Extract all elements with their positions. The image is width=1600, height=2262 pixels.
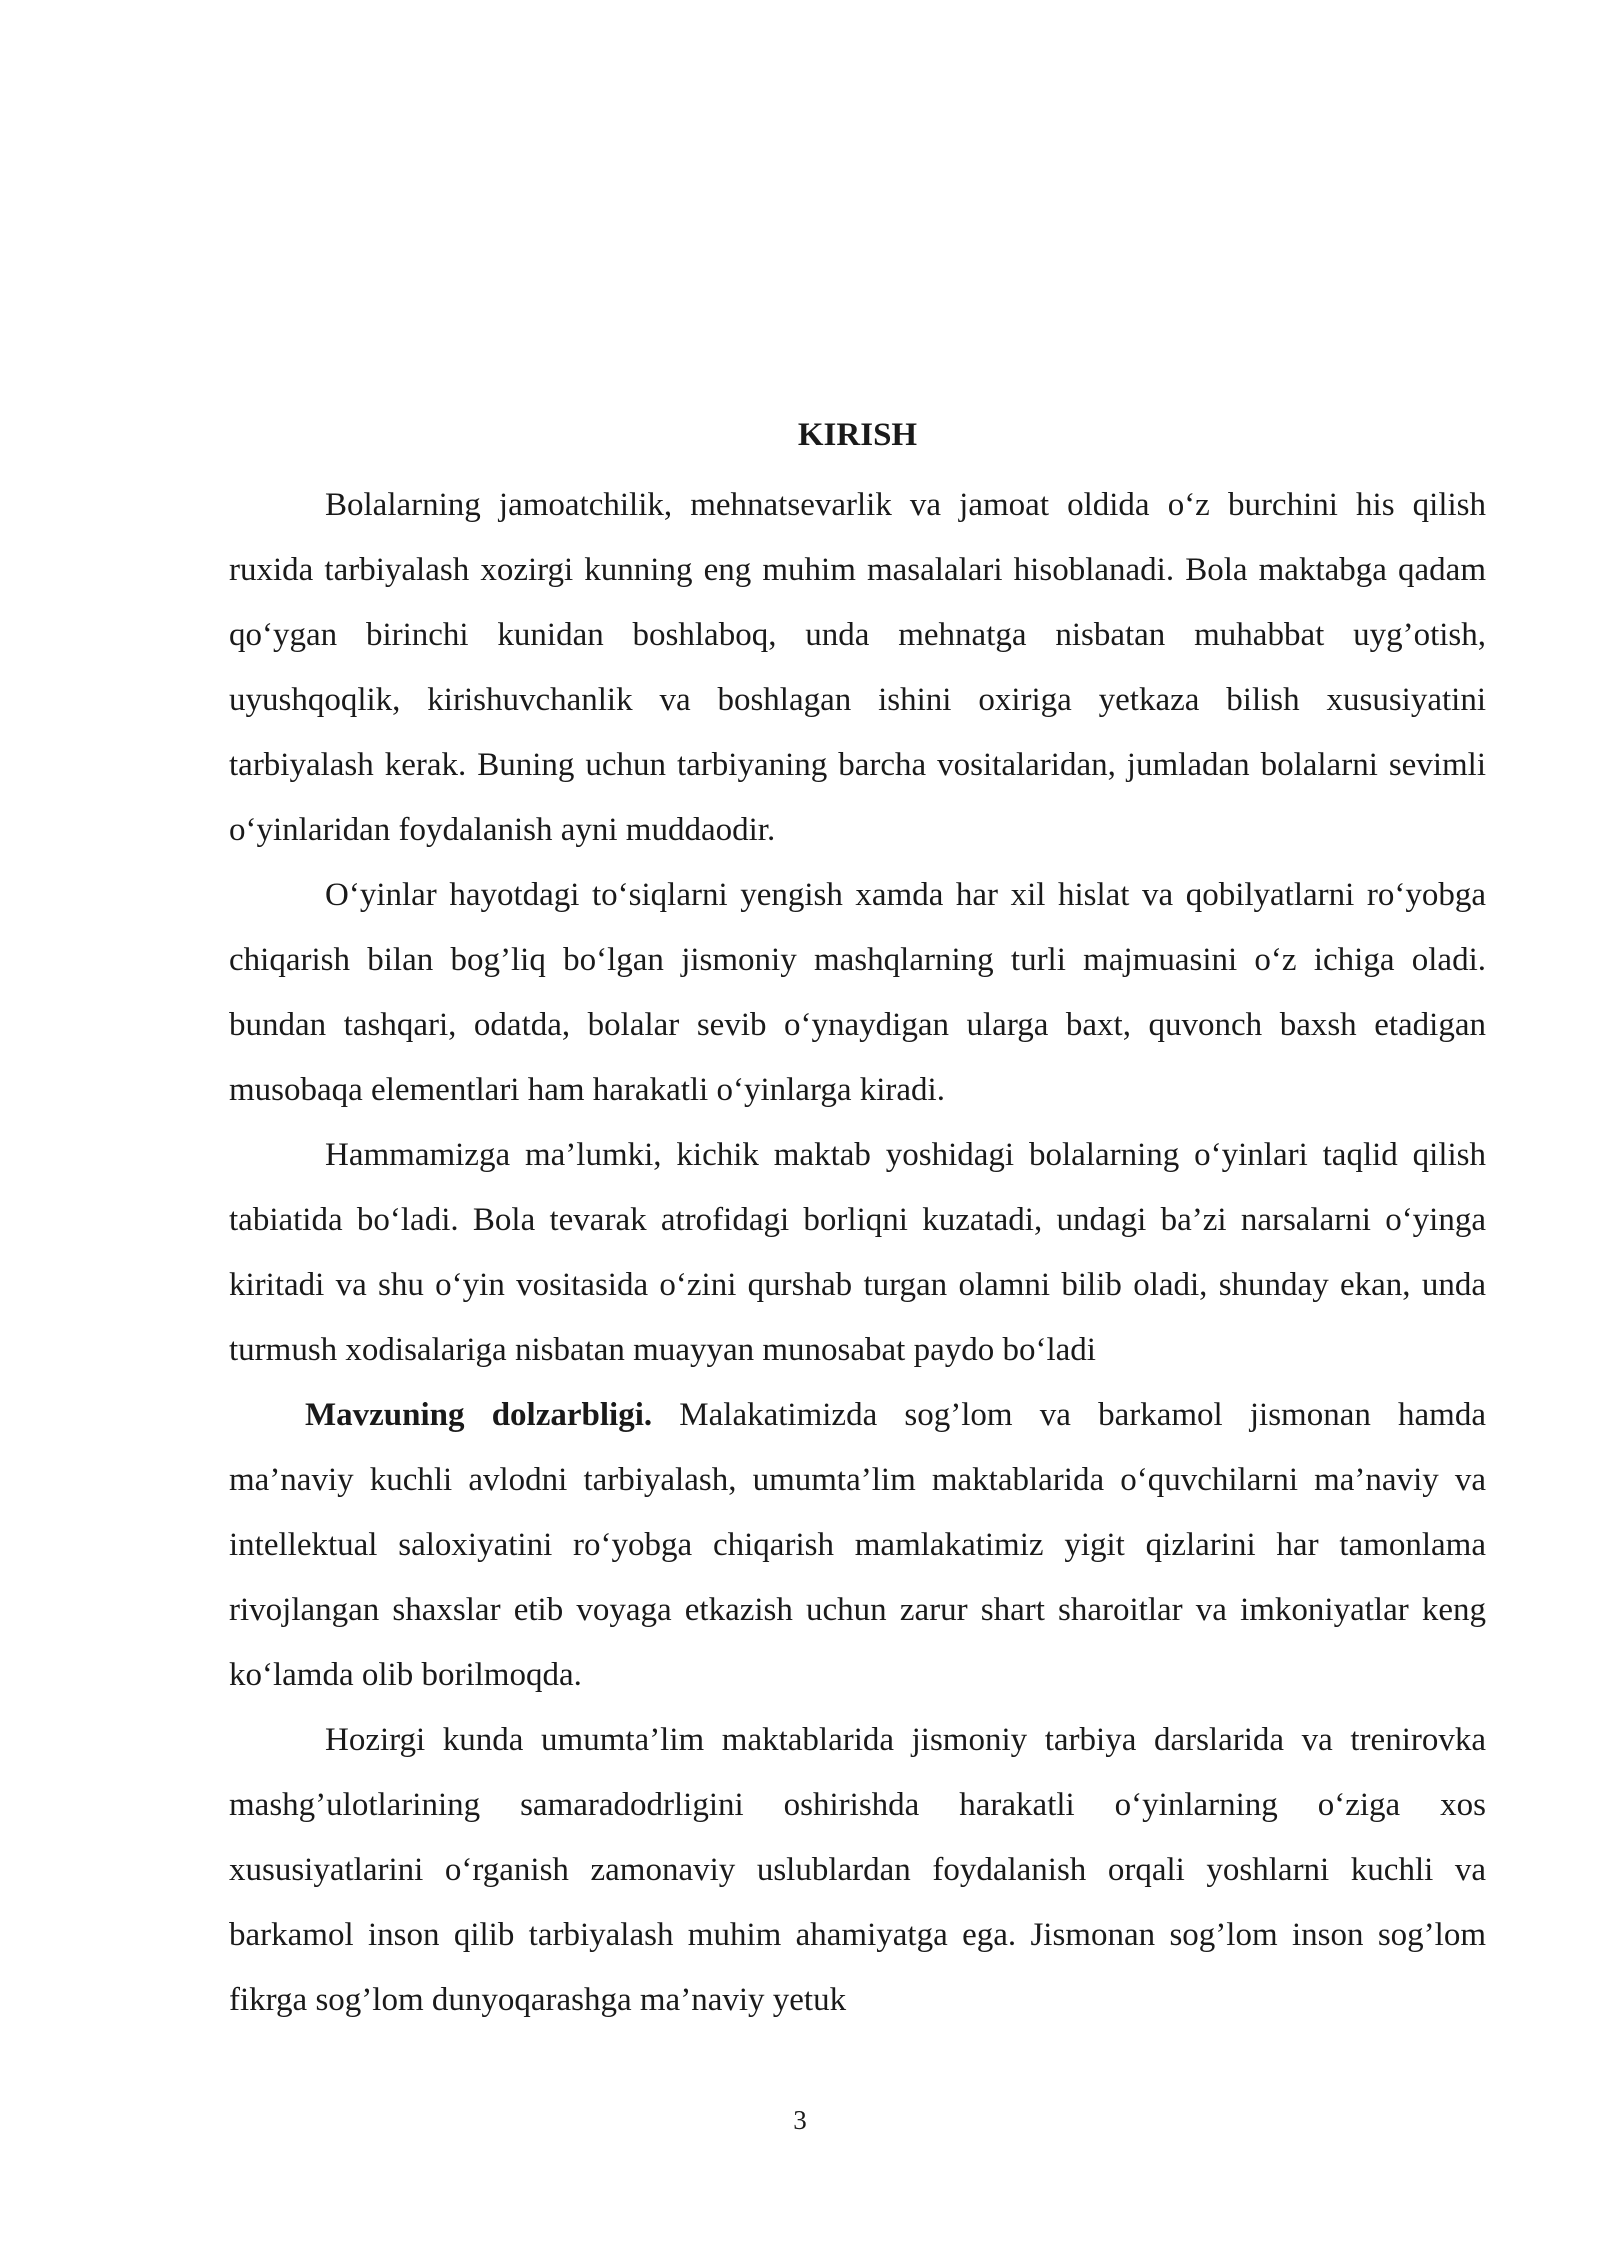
paragraph-games: O‘yinlar hayotdagi to‘siqlarni yengish xamda har xil hislat va qobilyatlarni ro‘yobga chiqarish bilan bog’liq bo‘lgan jismoniy mashqlarning turli majmuasini o‘z ichiga oladi. bundan tashqari, odatda, bolalar sevib o‘ynaydigan ularga baxt, quvonch baxsh etadigan musobaqa elementlari ham harakatli o‘yinlarga kiradi. [229, 877, 1486, 1108]
paragraph-current-state: Hozirgi kunda umumta’lim maktablarida jismoniy tarbiya darslarida va trenirovka mashg’ulotlarining samaradodrligini oshirishda harakatli o‘yinlarning o‘ziga xos xususiyatlarini o‘rganish zamonaviy uslublardan foydalanish orqali yoshlarni kuchli va barkamol inson qilib tarbiyalash muhim ahamiyatga ega. Jismonan sog’lom inson sog’lom fikrga sog’lom dunyoqarashga ma’naviy yetuk [229, 1722, 1486, 2018]
page-body [229, 405, 1486, 2033]
relevance-heading: Mavzuning dolzarbligi. [305, 1397, 653, 1433]
paragraph-upbringing: Bolalarning jamoatchilik, mehnatsevarlik va jamoat oldida o‘z burchini his qilish ruxida tarbiyalash xozirgi kunning eng muhim masalalari hisoblanadi. Bola maktabga qadam qo‘ygan birinchi kunidan boshlaboq, unda mehnatga nisbatan muhabbat uyg’otish, uyushqoqlik, kirishuvchanlik va boshlagan ishini oxiriga yetkaza bilish xususiyatini tarbiyalash kerak. Buning uchun tarbiyaning barcha vositalaridan, jumladan bolalarni sevimli o‘yinlaridan foydalanish ayni muddaodir. [229, 487, 1486, 848]
paragraph-imitation: Hammamizga ma’lumki, kichik maktab yoshidagi bolalarning o‘yinlari taqlid qilish tabiatida bo‘ladi. Bola tevarak atrofidagi borliqni kuzatadi, undagi ba’zi narsalarni o‘yinga kiritadi va shu o‘yin vositasida o‘zini qurshab turgan olamni bilib oladi, shunday ekan, unda turmush xodisalariga nisbatan muayyan munosabat paydo bo‘ladi [229, 1137, 1486, 1368]
section-title: KIRISH [797, 417, 918, 453]
paragraph-relevance [229, 1383, 1486, 1708]
page-number: 3 [793, 2105, 807, 2135]
relevance-text: Malakatimizda sog’lom va barkamol jismonan hamda ma’naviy kuchli avlodni tarbiyalash, umumta’lim maktablarida o‘quvchilarni ma’naviy va intellektual saloxiyatini ro‘yobga chiqarish mamlakatimiz yigit qizlarini har tamonlama rivojlangan shaxslar etib voyaga etkazish uchun zarur shart sharoitlar va imkoniyatlar keng ko‘lamda olib borilmoqda. [229, 1397, 1486, 1693]
